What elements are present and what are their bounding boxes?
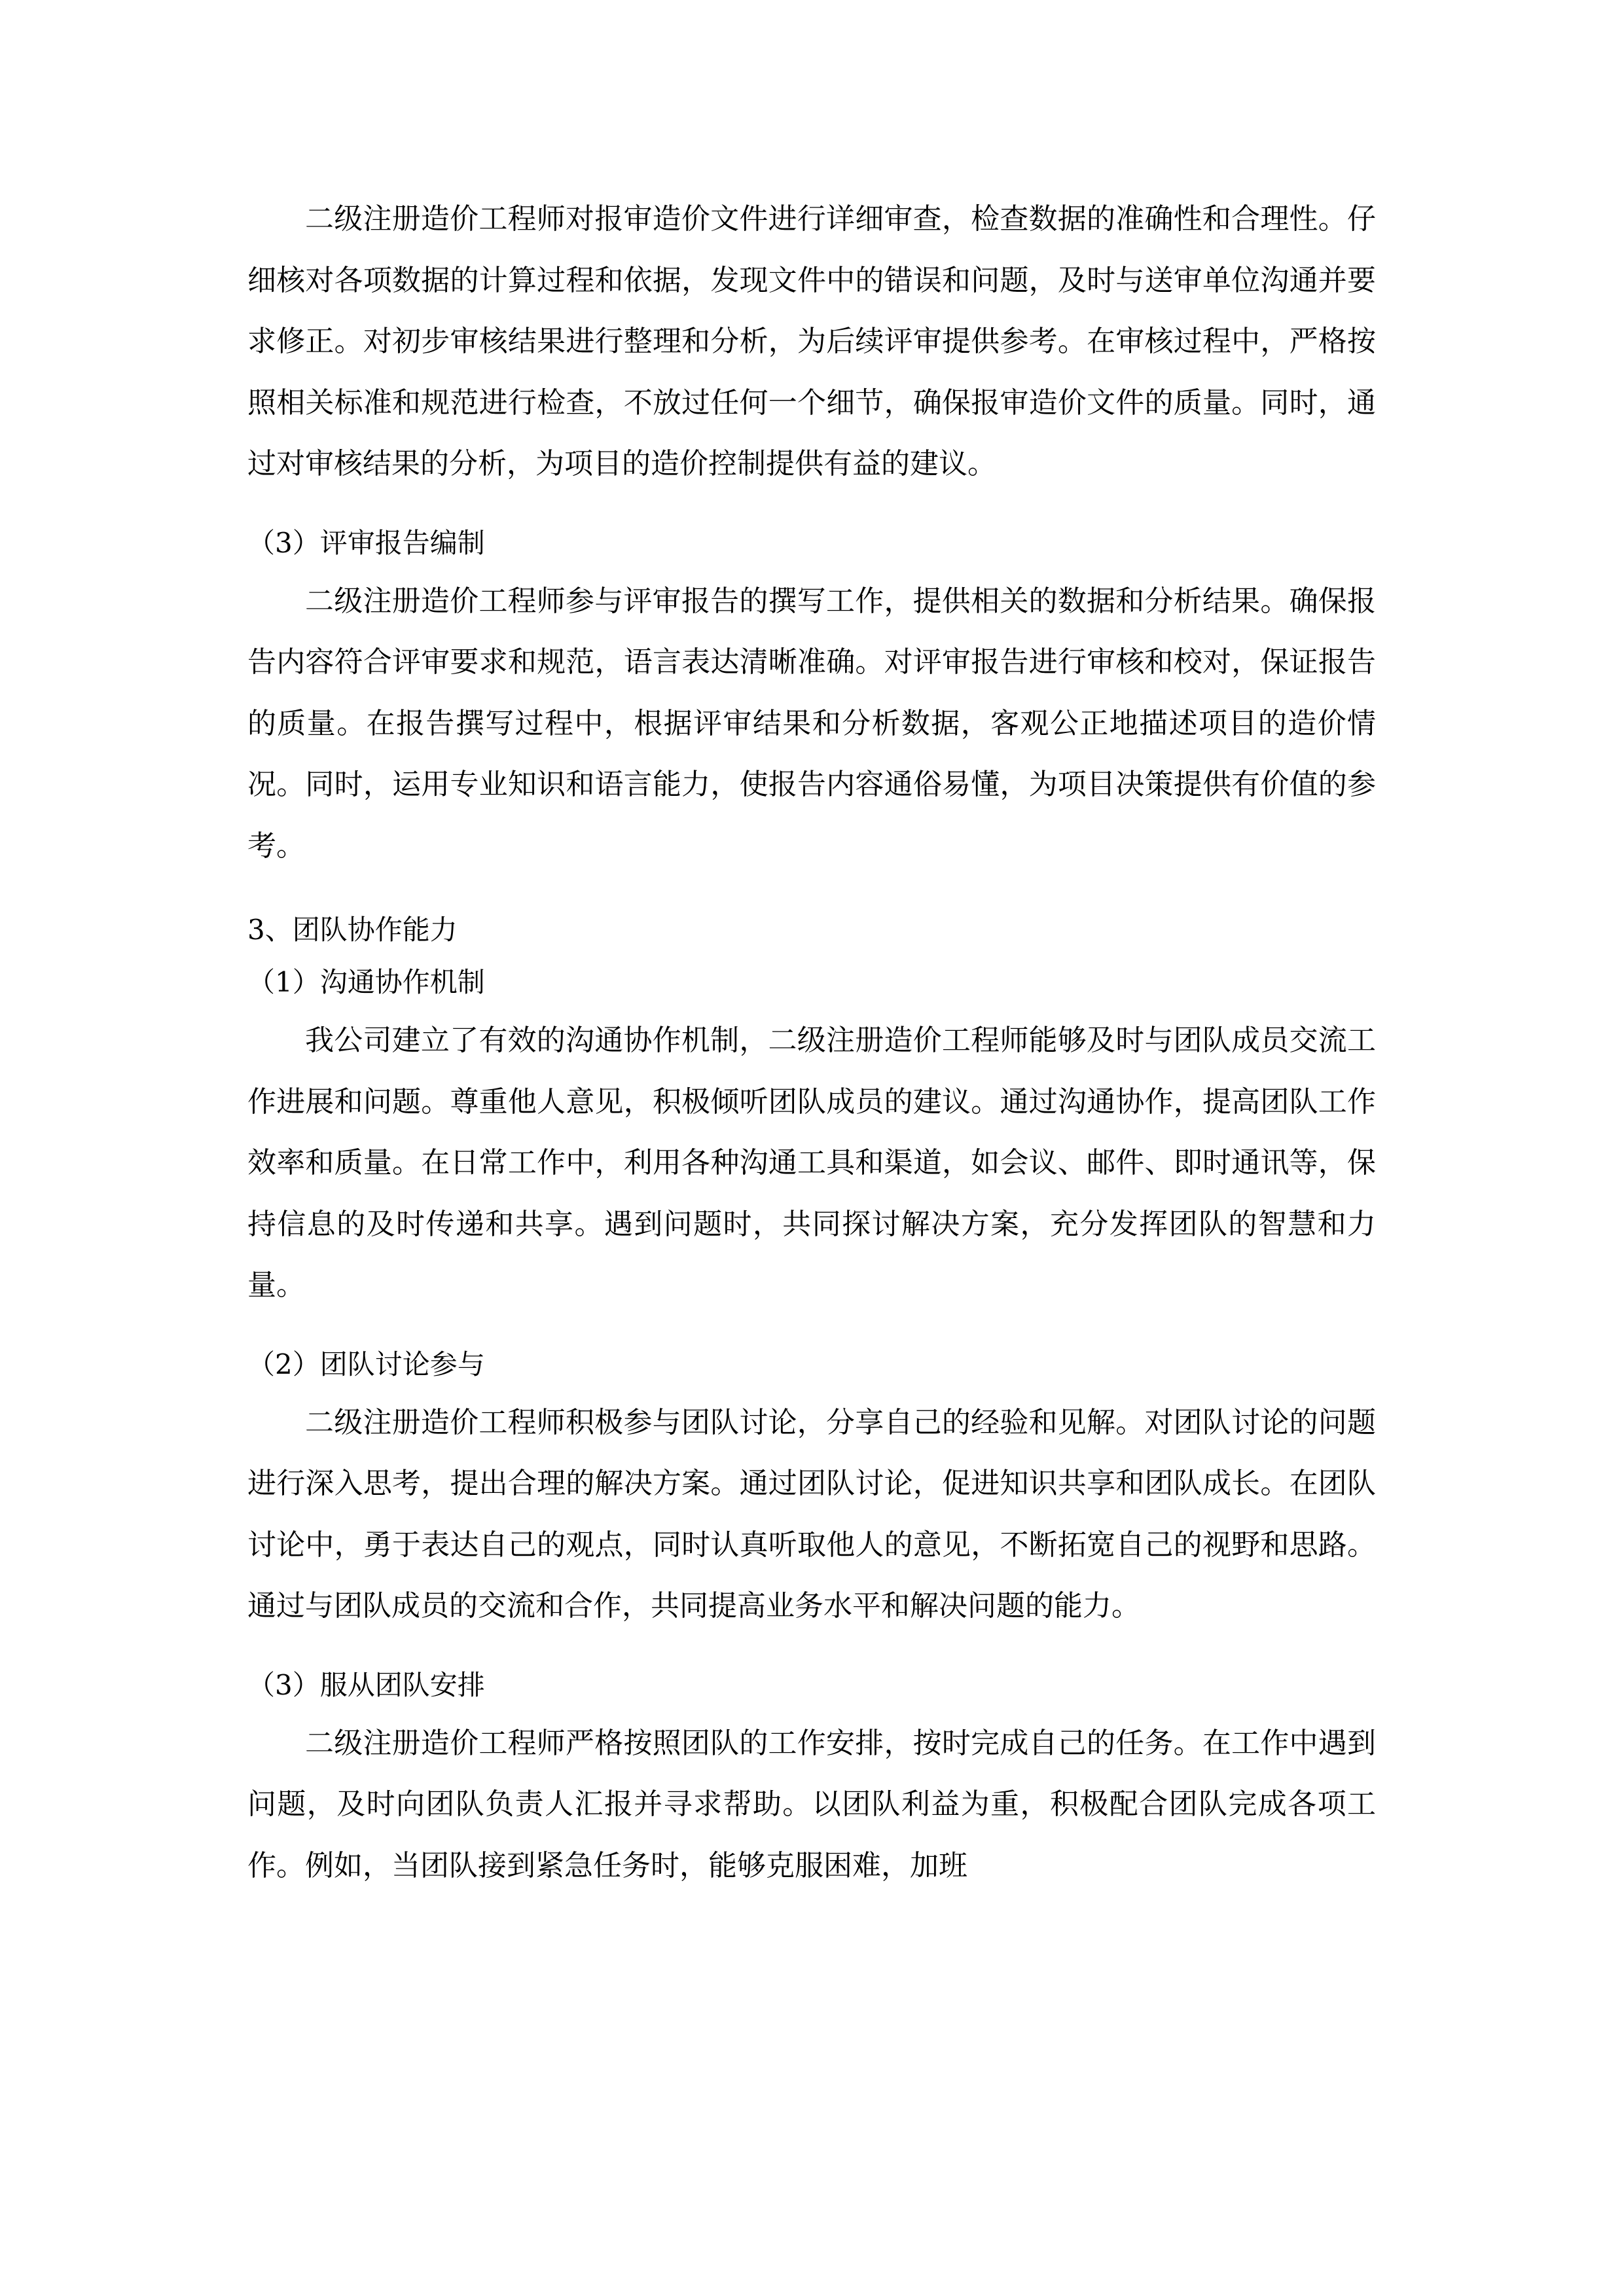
paragraph-review-report: 二级注册造价工程师参与评审报告的撰写工作，提供相关的数据和分析结果。确保报告内容符合评审要求和规范，语言表达清晰准确。对评审报告进行审核和校对，保证报告的质量。在报告撰写过程中，根据评审结果和分析数据，客观公正地描述项目的造价情况。同时，运用专业知识和语言能力，使报告内容通俗易懂，为项目决策提供有价值的参考。 [247, 584, 1376, 863]
subheading-communication: （1）沟通协作机制 [247, 966, 485, 998]
document-page [247, 188, 1376, 1896]
heading-teamwork: 3、团队协作能力 [247, 914, 458, 946]
subheading-team-discussion: （2）团队讨论参与 [247, 1348, 485, 1380]
paragraph-communication: 我公司建立了有效的沟通协作机制，二级注册造价工程师能够及时与团队成员交流工作进展和问题。尊重他人意见，积极倾听团队成员的建议。通过沟通协作，提高团队工作效率和质量。在日常工作中，利用各种沟通工具和渠道，如会议、邮件、即时通讯等，保持信息的及时传递和共享。遇到问题时，共同探讨解决方案，充分发挥团队的智慧和力量。 [247, 1024, 1376, 1302]
paragraph-team-discussion: 二级注册造价工程师积极参与团队讨论，分享自己的经验和见解。对团队讨论的问题进行深入思考，提出合理的解决方案。通过团队讨论，促进知识共享和团队成长。在团队讨论中，勇于表达自己的观点，同时认真听取他人的意见，不断拓宽自己的视野和思路。通过与团队成员的交流和合作，共同提高业务水平和解决问题的能力。 [247, 1405, 1376, 1623]
subheading-review-report: （3）评审报告编制 [247, 526, 485, 559]
subheading-follow-arrangement: （3）服从团队安排 [247, 1668, 485, 1701]
paragraph-follow-arrangement: 二级注册造价工程师严格按照团队的工作安排，按时完成自己的任务。在工作中遇到问题，及时向团队负责人汇报并寻求帮助。以团队利益为重，积极配合团队完成各项工作。例如，当团队接到紧急任务时，能够克服困难，加班 [247, 1726, 1376, 1882]
paragraph-review-check: 二级注册造价工程师对报审造价文件进行详细审查，检查数据的准确性和合理性。仔细核对各项数据的计算过程和依据，发现文件中的错误和问题，及时与送审单位沟通并要求修正。对初步审核结果进行整理和分析，为后续评审提供参考。在审核过程中，严格按照相关标准和规范进行检查，不放过任何一个细节，确保报审造价文件的质量。同时，通过对审核结果的分析，为项目的造价控制提供有益的建议。 [247, 202, 1376, 480]
